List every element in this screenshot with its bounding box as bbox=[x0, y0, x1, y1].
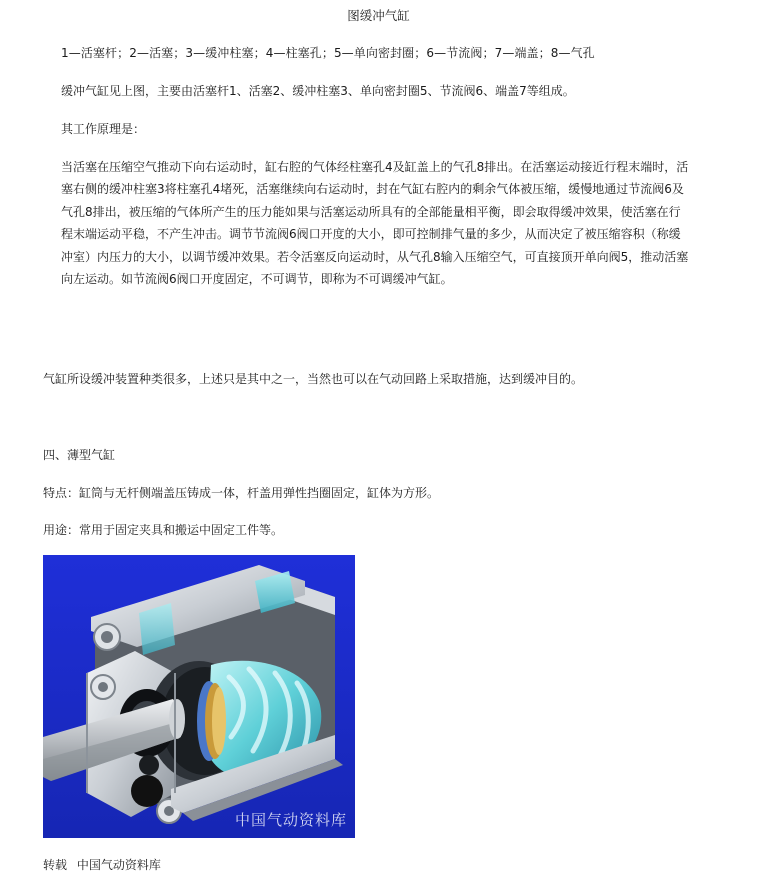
principle-line: 塞右侧的缓冲柱塞3将柱塞孔4堵死，活塞继续向右运动时，封在气缸右腔内的剩余气体被压缩，缓慢地通过节流阀6及 bbox=[61, 182, 684, 197]
image-watermark: 中国气动资料库 bbox=[234, 811, 347, 829]
principle-line: 程末端运动平稳，不产生冲击。调节节流阀6阀口开度的大小，即可控制排气量的多少，从而决定了被压缩容积（称缓 bbox=[61, 227, 681, 242]
principle-line: 冲室）内压力的大小，以调节缓冲效果。若令活塞反向运动时，从气孔8输入压缩空气，可直接顶开单向阀5，推动活塞 bbox=[61, 249, 689, 264]
principle-line: 向左运动。如节流阀6阀口开度固定，不可调节，即称为不可调缓冲气缸。 bbox=[61, 272, 453, 287]
source-label: 转载 bbox=[43, 858, 68, 872]
section-title: 四、薄型气缸 bbox=[43, 448, 116, 462]
feature-text: 特点：缸筒与无杆侧端盖压铸成一体，杆盖用弹性挡圈固定，缸体为方形。 bbox=[43, 486, 440, 500]
principle-line: 气孔8排出，被压缩的气体所产生的压力能如果与活塞运动所具有的全部能量相平衡，即会取得缓冲效果，使活塞在行 bbox=[61, 204, 681, 219]
cylinder-illustration bbox=[43, 555, 355, 838]
usage-text: 用途：常用于固定夹具和搬运中固定工件等。 bbox=[43, 523, 284, 537]
thin-cylinder-image bbox=[43, 555, 355, 838]
principle-line: 当活塞在压缩空气推动下向右运动时，缸右腔的气体经柱塞孔4及缸盖上的气孔8排出。在活塞运动接近行程末端时，活 bbox=[61, 160, 689, 174]
source-name: 中国气动资料库 bbox=[76, 858, 161, 872]
cushion-note: 气缸所设缓冲装置种类很多，上述只是其中之一，当然也可以在气动回路上采取措施，达到缓冲目的。 bbox=[43, 372, 584, 386]
intro-paragraph: 缓冲气缸见上图，主要由活塞杆1、活塞2、缓冲柱塞3、单向密封圈5、节流阀6、端盖7等组成。 bbox=[61, 84, 575, 98]
principle-paragraph bbox=[61, 156, 745, 290]
source-credit bbox=[43, 856, 161, 873]
figure-caption: 图缓冲气缸 bbox=[347, 8, 410, 23]
principle-heading: 其工作原理是： bbox=[61, 122, 146, 136]
parts-legend: 1—活塞杆；2—活塞；3—缓冲柱塞；4—柱塞孔；5—单向密封圈；6—节流阀；7—端盖；8—气孔 bbox=[61, 46, 595, 60]
